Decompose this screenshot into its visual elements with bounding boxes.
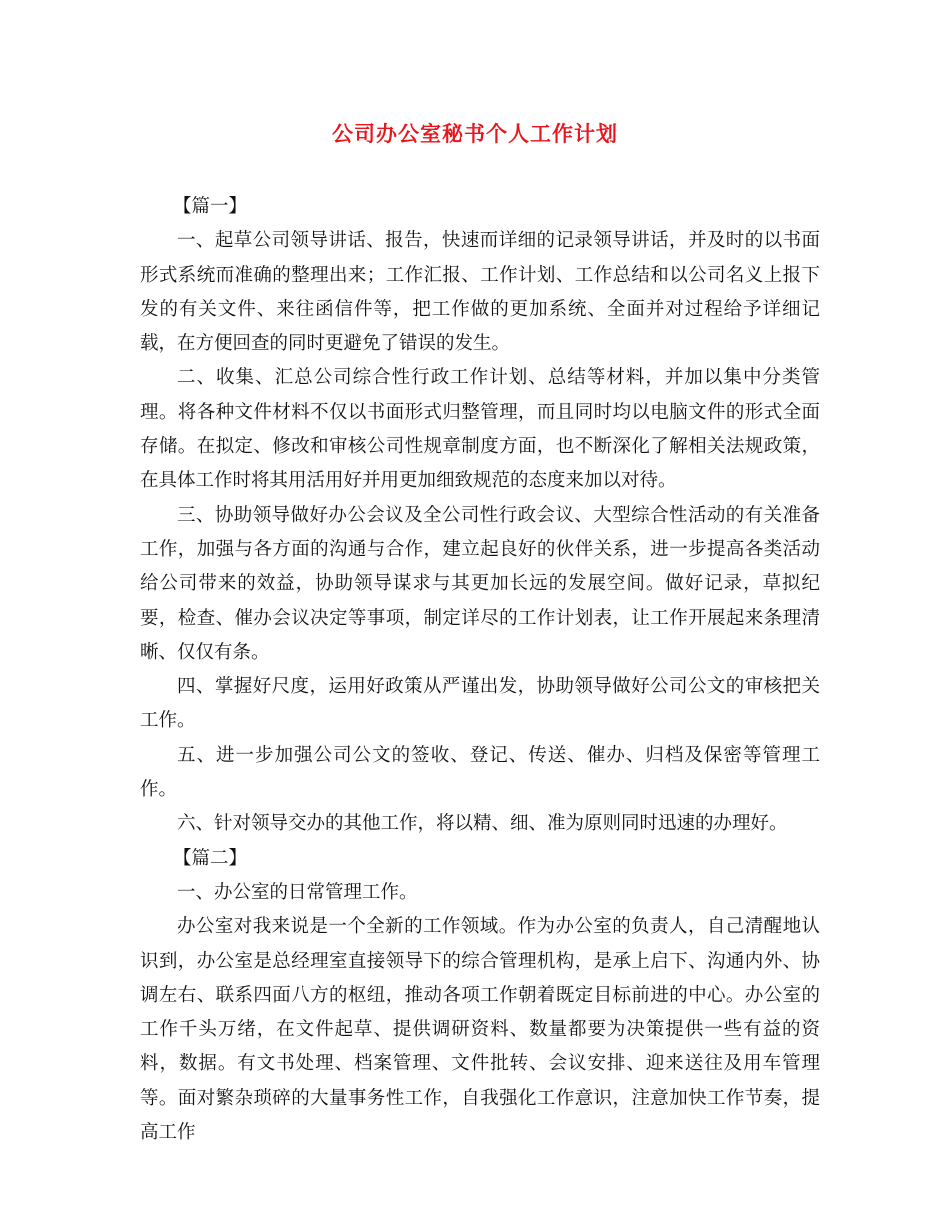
- paragraph: 一、办公室的日常管理工作。: [177, 881, 418, 903]
- section-heading-2: 【篇二】: [173, 847, 248, 869]
- paragraph: 三、协助领导做好办公会议及全公司性行政会议、大型综合性活动的有关准备工作，加强与各方面的沟通与合作，建立起良好的伙伴关系，进一步提高各类活动给公司带来的效益，协助领导谋求与其更加长远的发展空间。做好记录，草拟纪要，检查、催办会议决定等事项，制定详尽的工作计划表，让工作开展起来条理清晰、仅仅有条。: [140, 504, 820, 663]
- paragraph: 二、收集、汇总公司综合性行政工作计划、总结等材料，并加以集中分类管理。将各种文件材料不仅以书面形式归整管理，而且同时均以电脑文件的形式全面存储。在拟定、修改和审核公司性规章制度方面，也不断深化了解相关法规政策，在具体工作时将其用活用好并用更加细致规范的态度来加以对待。: [140, 367, 820, 492]
- paragraph: 五、进一步加强公司公文的签收、登记、传送、催办、归档及保密等管理工作。: [140, 744, 820, 801]
- document-body: [140, 190, 820, 1150]
- paragraph: 办公室对我来说是一个全新的工作领域。作为办公室的负责人，自己清醒地认识到，办公室是总经理室直接领导下的综合管理机构，是承上启下、沟通内外、协调左右、联系四面八方的枢纽，推动各项工作朝着既定目标前进的中心。办公室的工作千头万绪，在文件起草、提供调研资料、数量都要为决策提供一些有益的资料，数据。有文书处理、档案管理、文件批转、会议安排、迎来送往及用车管理等。面对繁杂琐碎的大量事务性工作，自我强化工作意识，注意加快工作节奏，提高工作: [140, 916, 820, 1144]
- document-title: 公司办公室秘书个人工作计划: [332, 121, 618, 146]
- paragraph: 四、掌握好尺度，运用好政策从严谨出发，协助领导做好公司公文的审核把关工作。: [140, 676, 820, 732]
- paragraph: 一、起草公司领导讲话、报告，快速而详细的记录领导讲话，并及时的以书面形式系统而准确的整理出来；工作汇报、工作计划、工作总结和以公司名义上报下发的有关文件、来往函信件等，把工作做的更加系统、全面并对过程给予详细记载，在方便回查的同时更避免了错误的发生。: [140, 230, 820, 355]
- paragraph: 六、针对领导交办的其他工作，将以精、细、准为原则同时迅速的办理好。: [177, 813, 788, 835]
- section-heading-1: 【篇一】: [173, 196, 248, 217]
